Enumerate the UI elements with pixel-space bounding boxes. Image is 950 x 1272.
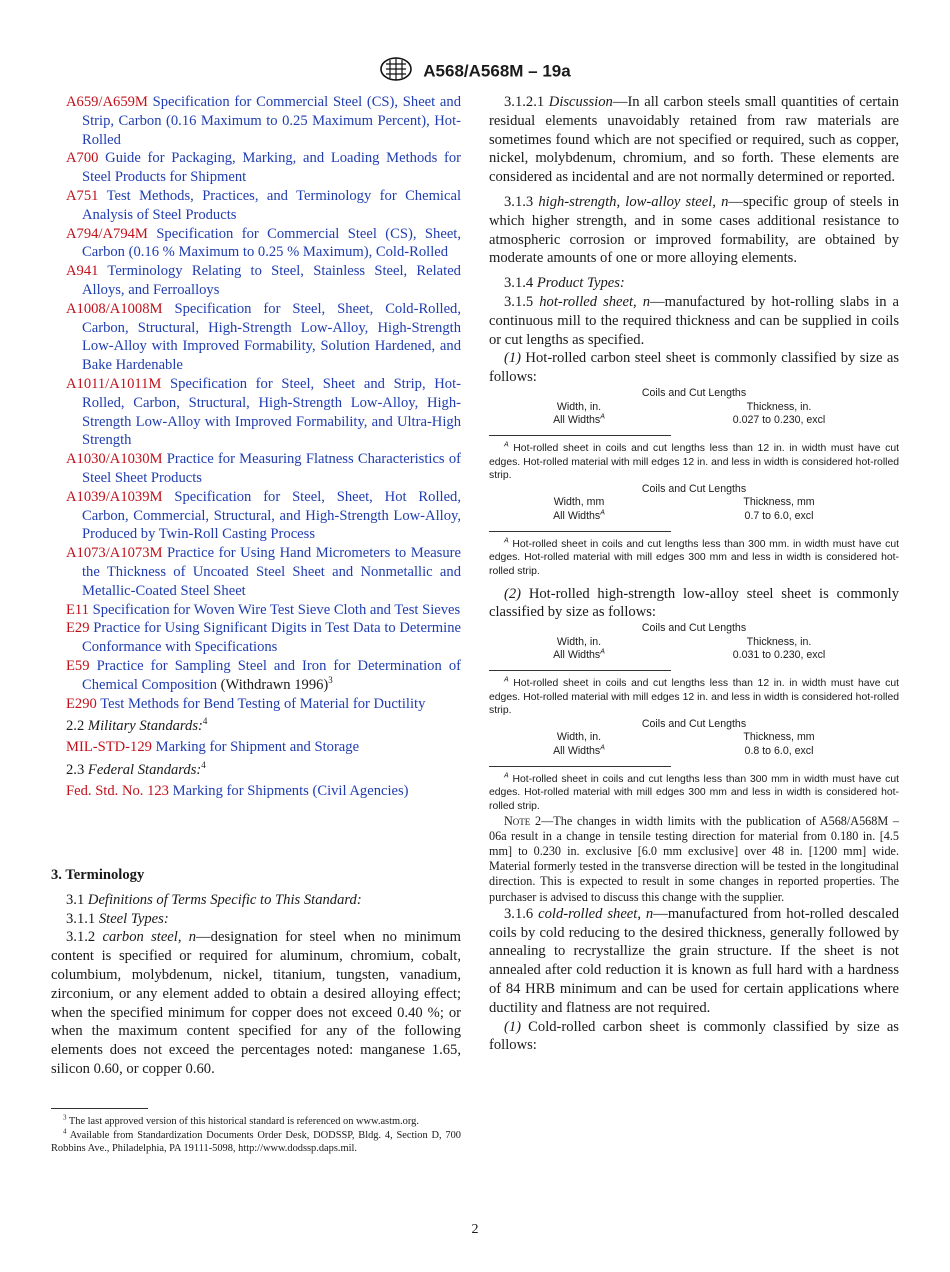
column-header: Thickness, mm <box>743 731 815 744</box>
size-table-1 <box>489 387 899 483</box>
reference-item <box>66 149 461 187</box>
reference-code[interactable]: A1008/A1008M <box>66 300 163 317</box>
federal-reference <box>66 782 461 801</box>
column-header: Thickness, mm <box>743 496 815 509</box>
reference-title[interactable]: Specification for Commercial Steel (CS), Sheet, Carbon (0.16 % Maximum to 0.25 % Maximum), Cold-Rolled <box>82 225 461 261</box>
table-cell: All Widths$^A$ <box>553 744 605 758</box>
footnote-divider <box>51 1108 148 1109</box>
table-header-row <box>489 401 899 415</box>
column-header: Width, in. <box>556 635 602 648</box>
table-footnote-divider <box>489 531 671 532</box>
reference-list <box>66 93 461 713</box>
table-footnote: $^A$ Hot-rolled sheet in coils and cut lengths less than 12 in. in width must have cut edges. Hot-rolled material with mill edges 12 in. and less in width is considered hot-rolled strip. <box>489 676 899 717</box>
table-footnote-divider <box>489 435 671 436</box>
reference-item <box>66 450 461 488</box>
reference-item <box>66 657 461 695</box>
reference-title[interactable]: Practice for Measuring Flatness Characteristics of Steel Sheet Products <box>82 451 461 486</box>
page-number: 2 <box>471 1222 479 1237</box>
table-cell: 0.7 to 6.0, excl <box>744 509 814 522</box>
table-footnote-divider <box>489 766 671 767</box>
size-table-4 <box>489 718 899 814</box>
reference-title[interactable]: Specification for Steel, Sheet, Cold-Rolled, Carbon, Structural, High-Strength Low-Alloy, High-Strength Low-Alloy with Improved Formability, Solution Hardened, and Bake Hardenable <box>82 300 462 374</box>
footnote-3: $^3$ The last approved version of this historical standard is referenced on www.astm.org. <box>63 1113 419 1127</box>
reference-code[interactable]: A1030/A1030M <box>66 451 163 468</box>
table-caption: Coils and Cut Lengths <box>641 717 747 730</box>
reference-code[interactable]: A1073/A1073M <box>66 545 163 562</box>
size-table <box>489 718 899 760</box>
military-reference <box>66 738 461 757</box>
table-header-row <box>489 731 899 745</box>
footnote-4: $^4$ Available from Standardization Documents Order Desk, DODSSP, Bldg. 4, Section D, 700 Robbins Ave., Philadelphia, PA 19111-5098, http://www.dodssp.daps.mil. <box>51 1127 461 1155</box>
reference-title[interactable]: Specification for Steel, Sheet and Strip, Hot-Rolled, Carbon, Structural, High-Strength Low-Alloy, High-Strength Low-Alloy with Improved Formability, and Ultra-High Strength <box>82 375 461 449</box>
terminology-section <box>51 866 461 1079</box>
table-row <box>489 745 899 759</box>
table-footnote-divider <box>489 670 671 671</box>
paragraph-3-1-4: 3.1.4 Product Types: <box>504 275 625 292</box>
reference-title[interactable]: Practice for Using Hand Micrometers to Measure the Thickness of Uncoated Steel Sheet and Nonmetallic and Metallic-Coated Steel Sheet <box>82 545 461 599</box>
page-header <box>0 56 950 87</box>
document-title: A568/A568M – 19a <box>423 61 571 81</box>
reference-code[interactable]: A941 <box>66 263 99 280</box>
paragraph-cold-rolled-carbon: (1) Cold-rolled carbon sheet is commonly classified by size as follows: <box>489 1018 899 1054</box>
size-table-3 <box>489 622 899 718</box>
table-header-row <box>489 636 899 650</box>
table-cell: 0.027 to 0.230, excl <box>732 414 826 427</box>
paragraph-3-1-6: 3.1.6 cold-rolled sheet, n—manufactured from hot-rolled descaled coils by cold reducing to the desired thickness, generally followed by annealing to recrystallize the grain structure. If the sheet is not annealed after cold reduction it is known as full hard with a hardness of 84 HRB minimum and can be used for certain applications where ductility and flatness are not required. <box>489 905 899 1016</box>
left-column <box>66 93 461 800</box>
reference-title[interactable]: Practice for Using Significant Digits in Test Data to Determine Conformance with Specifications <box>82 620 461 656</box>
reference-code[interactable]: E29 <box>66 620 90 637</box>
table-cell: 0.8 to 6.0, excl <box>744 745 814 758</box>
reference-code[interactable]: A1039/A1039M <box>66 488 163 505</box>
column-header: Width, mm <box>553 496 605 509</box>
table-header-row <box>489 496 899 510</box>
column-header: Thickness, in. <box>746 400 812 413</box>
reference-item <box>66 601 461 620</box>
reference-title[interactable]: Terminology Relating to Steel, Stainless Steel, Related Alloys, and Ferroalloys <box>82 263 461 298</box>
federal-heading: 2.3 Federal Standards:$^4$ <box>66 760 206 778</box>
reference-code[interactable]: MIL-STD-129 <box>66 739 152 756</box>
reference-item <box>66 695 461 714</box>
reference-item <box>66 488 461 544</box>
paragraph-3-1-1: 3.1.1 Steel Types: <box>66 910 169 927</box>
reference-title[interactable]: Practice for Sampling Steel and Iron for Determination of Chemical Composition <box>82 657 461 693</box>
paragraph-hot-rolled-carbon: (1) Hot-rolled carbon steel sheet is commonly classified by size as follows: <box>489 350 899 386</box>
table-caption: Coils and Cut Lengths <box>641 482 747 495</box>
column-header: Width, in. <box>556 731 602 744</box>
paragraph-hot-rolled-hsla: (2) Hot-rolled high-strength low-alloy steel sheet is commonly classified by size as follows: <box>489 585 899 621</box>
astm-logo-icon <box>379 56 413 87</box>
table-cell: 0.031 to 0.230, excl <box>732 649 826 662</box>
reference-item <box>66 262 461 300</box>
reference-title[interactable]: Test Methods, Practices, and Terminology for Chemical Analysis of Steel Products <box>82 187 461 223</box>
reference-item <box>66 375 461 450</box>
paragraph-3-1-2: 3.1.2 carbon steel, n—designation for steel when no minimum content is specified or required for aluminum, chromium, cobalt, columbium, molybdenum, nickel, titanium, tungsten, vanadium, zirconium, or any element added to obtain a desired alloying effect; when the specified minimum for copper does not exceed 0.40 %; or when the maximum content specified for any of the following elements does not exceed the percentages noted: manganese 1.65, silicon 0.60, or copper 0.60. <box>51 929 461 1077</box>
reference-code[interactable]: A794/A794M <box>66 225 148 242</box>
table-footnote: $^A$ Hot-rolled sheet in coils and cut lengths less than 300 mm in width must have cut edges. Hot-rolled material with mill edges 300 mm and less in width is considered hot-rolled strip. <box>489 772 899 813</box>
table-row <box>489 510 899 524</box>
size-table <box>489 387 899 429</box>
table-footnote: $^A$ Hot-rolled sheet in coils and cut lengths less than 300 mm. in width must have cut edges. Hot-rolled material with mill edges 300 mm and less in width is considered hot-rolled strip. <box>489 537 899 577</box>
reference-item <box>66 300 461 375</box>
table-cell: All Widths$^A$ <box>553 413 605 427</box>
table-row <box>489 414 899 428</box>
reference-code[interactable]: A751 <box>66 187 99 204</box>
table-cell: All Widths$^A$ <box>553 648 605 662</box>
reference-item <box>66 225 461 263</box>
reference-code[interactable]: Fed. Std. No. 123 <box>66 782 169 799</box>
reference-code[interactable]: E290 <box>66 695 97 712</box>
footnotes <box>51 1108 461 1156</box>
reference-code[interactable]: A659/A659M <box>66 94 148 110</box>
table-caption: Coils and Cut Lengths <box>641 386 747 399</box>
size-table-2 <box>489 483 899 579</box>
reference-title[interactable]: Marking for Shipment and Storage <box>155 739 360 756</box>
military-heading: 2.2 Military Standards:$^4$ <box>66 716 208 735</box>
reference-item <box>66 187 461 225</box>
paragraph-3-1-3: 3.1.3 high-strength, low-alloy steel, n—specific group of steels in which higher strength, and in some cases additional resistance to atmospheric corrosion or improved formability, are obtained by moderate amounts of one or more alloying elements. <box>489 193 899 267</box>
table-footnote: $^A$ Hot-rolled sheet in coils and cut lengths less than 12 in. in width must have cut edges. Hot-rolled material with mill edges 12 in. and less in width is considered hot-rolled strip. <box>489 441 899 482</box>
size-table <box>489 483 899 525</box>
reference-item <box>66 619 461 657</box>
section-heading: 3. Terminology <box>51 867 145 883</box>
reference-code[interactable]: E59 <box>66 657 90 674</box>
column-header: Thickness, in. <box>746 635 812 648</box>
reference-title[interactable]: Specification for Woven Wire Test Sieve Cloth and Test Sieves <box>92 601 461 618</box>
reference-item <box>66 93 461 149</box>
footnote-marker: 3 <box>328 674 333 685</box>
table-caption: Coils and Cut Lengths <box>641 622 747 635</box>
column-header: Width, in. <box>556 400 602 413</box>
reference-item <box>66 544 461 600</box>
note-2: Note 2—The changes in width limits with the publication of A568/A568M – 06a result in a change in tensile testing direction for material from 0.180 in. [4.5 mm] to 0.230 in. exclusive [6.0 mm exclusive] over 48 in. [1200 mm] wide. Material formerly tested in the transverse direction will be tested in the longitudinal direction. This is expected to result in some changes in reported properties. The purchaser is advised to discuss this change with the supplier. <box>489 813 899 904</box>
reference-code[interactable]: E11 <box>66 601 89 618</box>
reference-title[interactable]: Specification for Commercial Steel (CS), Sheet and Strip, Carbon (0.16 Maximum to 0.25 Maximum Percent), Hot-Rolled <box>82 94 461 148</box>
table-row <box>489 649 899 663</box>
paragraph-3-1-5: 3.1.5 hot-rolled sheet, n—manufactured by hot-rolling slabs in a continuous mill to the required thickness and can be supplied in coils or cut lengths as specified. <box>489 293 899 348</box>
reference-title[interactable]: Test Methods for Bend Testing of Material for Ductility <box>100 695 426 712</box>
paragraph-3-1-2-1: 3.1.2.1 Discussion—In all carbon steels small quantities of certain residual elements unavoidably retained from raw materials are sometimes found which are not specified or required, such as copper, nickel, molybdenum, chromium, and so forth. These elements are considered as incidental and are not normally determined or reported. <box>489 94 899 186</box>
right-column <box>489 93 899 1055</box>
table-cell: All Widths$^A$ <box>553 509 605 522</box>
reference-title[interactable]: Marking for Shipments (Civil Agencies) <box>172 782 409 799</box>
reference-status: (Withdrawn 1996) <box>217 676 329 693</box>
paragraph-3-1: 3.1 Definitions of Terms Specific to This Standard: <box>66 891 362 908</box>
size-table <box>489 622 899 664</box>
reference-code[interactable]: A1011/A1011M <box>66 375 162 392</box>
reference-code[interactable]: A700 <box>66 150 99 167</box>
reference-title[interactable]: Guide for Packaging, Marking, and Loading Methods for Steel Products for Shipment <box>82 150 461 186</box>
reference-title[interactable]: Specification for Steel, Sheet, Hot Rolled, Carbon, Commercial, Structural, and High-Strength Low-Alloy, Produced by Twin-Roll Casting Process <box>82 488 461 543</box>
